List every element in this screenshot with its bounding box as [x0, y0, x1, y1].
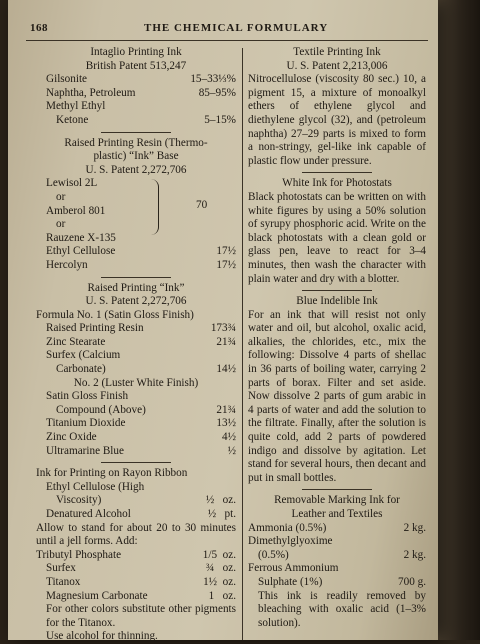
book-page [8, 0, 438, 643]
ingredient-row: Satin Gloss Finish [46, 390, 129, 403]
column-divider [242, 48, 243, 640]
patent-line: U. S. Patent 2,272,706 [85, 163, 187, 176]
ingredient-row: Ketone 5–15% [56, 113, 236, 126]
ingredient-row: Sulphate (1%) 700 g. [258, 575, 426, 588]
section-rule [302, 489, 372, 490]
paragraph: This ink is readily removed by bleaching with oxalic acid (1–3% solution). [258, 589, 426, 629]
instruction-text: For other colors substitute other pigments for the Titanox. [46, 603, 236, 629]
running-title: THE CHEMICAL FORMULARY [144, 22, 329, 34]
ingredient-row: Hercolyn 17½ [46, 258, 236, 271]
section-title-cont: Leather and Textiles [291, 508, 383, 520]
section-title: Intaglio Printing Ink [90, 46, 182, 58]
section-title: Ink for Printing on Rayon Ribbon [36, 467, 188, 480]
ingredient-row: Dimethylglyoxime [248, 535, 333, 548]
ingredient-row: Viscosity) ½ oz. [56, 494, 236, 507]
formula-label: Formula No. 1 (Satin Gloss Finish) [36, 308, 194, 321]
ingredient-row: Tributyl Phosphate 1/5 oz. [36, 548, 236, 561]
paragraph: Black photostats can be written on with white figures by using a 50% solution of syrupy phosphoric acid. Write on the black photostats with a clean gold or glass pen, leave to react for 3–4 minutes, then wash the character with plain water and dry with a blotter. [248, 190, 426, 285]
ingredient-row: (0.5%) 2 kg. [258, 548, 426, 561]
ingredient-row: Carbonate) 14½ [56, 363, 236, 376]
ingredient-row: Naphtha, Petroleum 85–95% [46, 86, 236, 99]
left-column [36, 46, 236, 644]
brace-item: Rauzene X-135 [46, 231, 116, 244]
instruction-text: Allow to stand for about 20 to 30 minutes until a jell forms. Add: [36, 521, 236, 548]
section-rule [101, 277, 171, 278]
section-title: Raised Printing Resin (Thermo- [64, 136, 208, 149]
ingredient-row: Titanium Dioxide 13½ [46, 417, 236, 430]
ingredient-row: Denatured Alcohol ½ pt. [46, 508, 236, 520]
formula-label: No. 2 (Luster White Finish) [73, 376, 199, 389]
ingredient-row: Zinc Stearate 21¾ [46, 335, 236, 348]
section-title: White Ink for Photostats [282, 177, 392, 190]
section-rule [302, 290, 372, 291]
section-title: Removable Marking Ink for [274, 494, 400, 507]
page-header [24, 22, 428, 40]
paragraph: For an ink that will resist not only water and oil, but alcohol, oxalic acid, alkalies, the chlorides, etc., mix the following: Dissolve 4 parts of shellac in 36 parts of boiling water, carrying 2 parts of borax. Filter and set aside. Now dissolve 2 parts of gum arabic in 4 parts of water and add the solution to the filtrate. Finally, after the solution is quite cold, add 2 parts of powdered indigo and dissolve by agitation. Let stand for several hours, then decant and put in small bottles. [248, 308, 426, 484]
ingredient-row: Titanox 1½ oz. [46, 575, 236, 588]
ingredient-row: Surfex ¾ oz. [46, 562, 236, 575]
ingredient-row: Methyl Ethyl [46, 100, 106, 113]
ingredient-row: Ammonia (0.5%) 2 kg. [248, 521, 426, 534]
section-rule [101, 132, 171, 133]
section-rule [302, 172, 372, 173]
brace-item: Amberol 801 [46, 204, 106, 217]
ingredient-row: Magnesium Carbonate 1 oz. [46, 589, 236, 602]
ingredient-row: Zinc Oxide 4½ [46, 431, 236, 444]
paragraph: Nitrocellulose (viscosity 80 sec.) 10, a pigment 15, a mixture of monoalkyl ethers of ethylene glycol and diethylene glycol (32), and (petroleum naphtha) 27–29 parts is mixed to form a non-stringy, gel-like ink capable of plastic flow under pressure. [248, 73, 426, 167]
section-rule [101, 462, 171, 463]
ingredient-row: Ethyl Cellulose 17½ [46, 245, 236, 258]
patent-line: British Patent 513,247 [85, 59, 187, 72]
header-rule [26, 40, 428, 41]
ingredient-row: Ethyl Cellulose (High [46, 480, 145, 493]
patent-line: U. S. Patent 2,213,006 [286, 59, 388, 72]
brace-item: or [56, 218, 66, 231]
ingredient-row: Compound (Above) 21¾ [56, 403, 236, 416]
page-number: 168 [30, 22, 48, 34]
section-title: Raised Printing “Ink” [87, 281, 185, 294]
ingredient-row: Ferrous Ammonium [248, 562, 339, 575]
brace-item: or [56, 190, 66, 203]
ingredient-row: Raised Printing Resin 173¾ [46, 322, 236, 335]
brace-symbol [148, 179, 159, 235]
patent-line: U. S. Patent 2,272,706 [85, 295, 187, 308]
brace-group [36, 177, 236, 245]
ingredient-row: Ultramarine Blue ½ [46, 444, 236, 457]
section-title-cont: plastic) “Ink” Base [93, 150, 179, 163]
section-title: Textile Printing Ink [293, 46, 381, 58]
brace-item: Lewisol 2L [46, 177, 98, 190]
instruction-text: Use alcohol for thinning. [46, 630, 158, 643]
section-title: Blue Indelible Ink [296, 295, 378, 308]
right-column [248, 46, 426, 630]
ingredient-row: Gilsonite 15–33⅓% [46, 73, 236, 86]
brace-value: 70 [196, 199, 208, 212]
ingredient-row: Surfex (Calcium [46, 349, 121, 362]
